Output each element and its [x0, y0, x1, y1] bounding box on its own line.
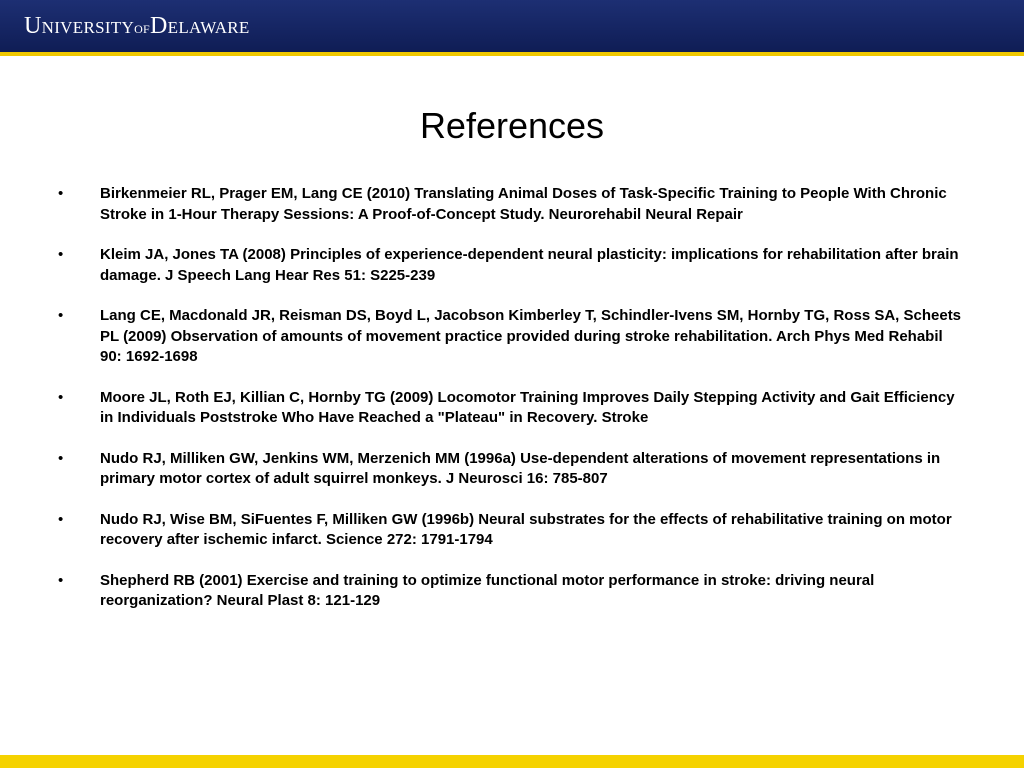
- bullet-icon: •: [58, 571, 64, 589]
- header-bar: [0, 0, 1024, 52]
- bullet-icon: •: [58, 185, 64, 202]
- reference-item: [58, 245, 963, 286]
- reference-item: [58, 306, 963, 368]
- bullet-icon: •: [58, 510, 64, 528]
- reference-list: [58, 184, 963, 632]
- logo-text-of: OF: [134, 22, 151, 36]
- logo-letter-u: U: [24, 13, 42, 39]
- reference-text: Nudo RJ, Milliken GW, Jenkins WM, Merzenich MM (1996a) Use-dependent alterations of movement representations in primary motor cortex of adult squirrel monkeys. J Neurosci 16: 785-807: [100, 449, 941, 487]
- logo-text-elaware: ELAWARE: [167, 18, 250, 37]
- bullet-icon: •: [58, 307, 64, 324]
- logo-letter-d: D: [150, 13, 168, 39]
- reference-text: Lang CE, Macdonald JR, Reisman DS, Boyd L, Jacobson Kimberley T, Schindler-Ivens SM, Hornby TG, Ross SA, Scheets PL (2009) Observation of amounts of movement practice provided during stroke rehabilitation. Arch Phys Med Rehabil 90: 1692-1698: [100, 307, 962, 365]
- reference-text: Kleim JA, Jones TA (2008) Principles of experience-dependent neural plasticity: implications for rehabilitation after brain damage. J Speech Lang Hear Res 51: S225-239: [100, 246, 959, 284]
- reference-text: Birkenmeier RL, Prager EM, Lang CE (2010) Translating Animal Doses of Task-Specific Training to People With Chronic Stroke in 1-Hour Therapy Sessions: A Proof-of-Concept Study. Neurorehabil Neural Repair: [100, 185, 947, 223]
- footer-gold-bar: [0, 755, 1024, 768]
- logo-text-niversity: NIVERSITY: [41, 18, 135, 37]
- header-gold-stripe: [0, 52, 1024, 56]
- reference-text: Shepherd RB (2001) Exercise and training to optimize functional motor performance in stroke: driving neural reorganization? Neural Plast 8: 121-129: [100, 571, 875, 609]
- bullet-icon: •: [58, 388, 64, 406]
- university-logo: [24, 14, 250, 38]
- reference-item: [58, 571, 963, 612]
- reference-item: [58, 449, 963, 490]
- reference-item: [58, 184, 963, 225]
- reference-item: [58, 510, 963, 551]
- slide-title: References: [419, 105, 605, 146]
- reference-text: Moore JL, Roth EJ, Killian C, Hornby TG (2009) Locomotor Training Improves Daily Stepping Activity and Gait Efficiency in Individuals Poststroke Who Have Reached a "Plateau" in Recovery. Stroke: [100, 388, 955, 426]
- reference-text: Nudo RJ, Wise BM, SiFuentes F, Milliken GW (1996b) Neural substrates for the effects of rehabilitative training on motor recovery after ischemic infarct. Science 272: 1791-1794: [100, 510, 952, 548]
- reference-item: [58, 388, 963, 429]
- bullet-icon: •: [58, 449, 64, 467]
- bullet-icon: •: [58, 246, 64, 263]
